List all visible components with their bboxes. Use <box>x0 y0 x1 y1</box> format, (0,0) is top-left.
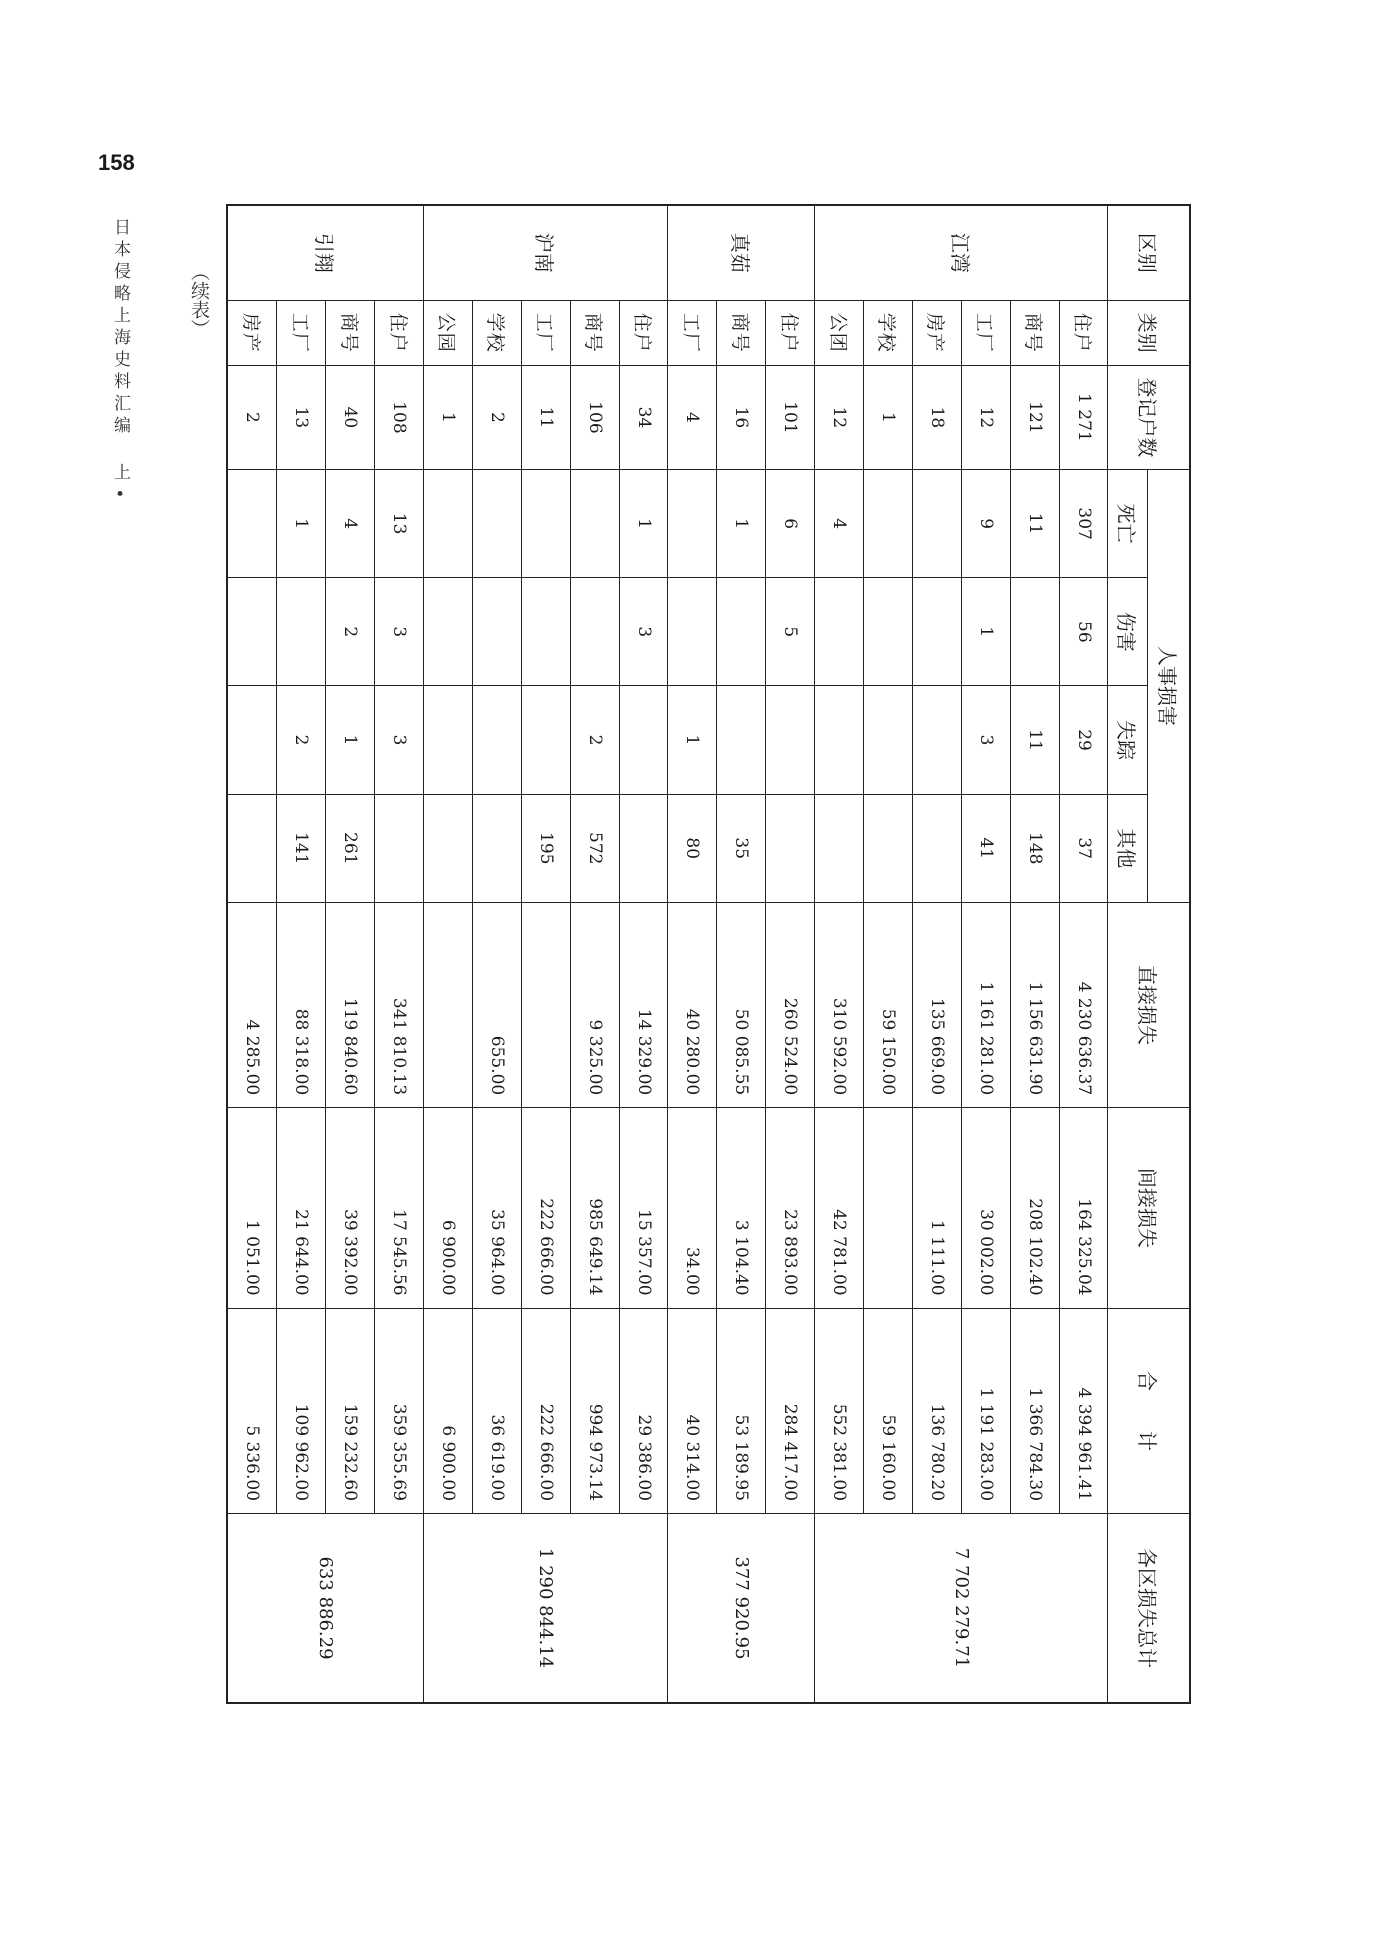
indirect-loss-cell: 222 666.00 <box>521 1108 570 1308</box>
injured-cell: 5 <box>766 578 815 686</box>
injured-cell: 56 <box>1059 578 1108 686</box>
direct-loss-cell: 14 329.00 <box>619 902 668 1107</box>
category-cell: 工厂 <box>668 300 717 365</box>
category-cell: 学校 <box>472 300 521 365</box>
other-cell <box>375 794 424 902</box>
missing-cell <box>619 686 668 794</box>
other-cell <box>424 794 473 902</box>
direct-loss-cell: 40 280.00 <box>668 902 717 1107</box>
injured-cell <box>570 578 619 686</box>
direct-loss-cell: 1 161 281.00 <box>961 902 1010 1107</box>
total-cell: 284 417.00 <box>766 1308 815 1513</box>
table-row <box>717 205 766 1703</box>
injured-cell: 1 <box>961 578 1010 686</box>
total-cell: 6 900.00 <box>424 1308 473 1513</box>
injured-cell <box>864 578 913 686</box>
district-grand-total-cell: 1 290 844.14 <box>424 1514 668 1703</box>
table-row <box>961 205 1010 1703</box>
other-cell <box>815 794 864 902</box>
other-cell: 195 <box>521 794 570 902</box>
other-cell: 141 <box>277 794 326 902</box>
loss-table <box>226 204 1191 1704</box>
category-cell: 学校 <box>864 300 913 365</box>
direct-loss-cell <box>521 902 570 1107</box>
missing-cell <box>912 686 961 794</box>
header-category: 类别 <box>1108 300 1190 365</box>
missing-cell: 1 <box>668 686 717 794</box>
deaths-cell <box>521 470 570 578</box>
category-cell: 住户 <box>1059 300 1108 365</box>
header-total: 合 计 <box>1108 1308 1190 1513</box>
table-row <box>472 205 521 1703</box>
header-households: 登记户数 <box>1108 365 1190 469</box>
table-row <box>1059 205 1108 1703</box>
direct-loss-cell <box>424 902 473 1107</box>
table-row <box>668 205 717 1703</box>
direct-loss-cell: 135 669.00 <box>912 902 961 1107</box>
table-row <box>619 205 668 1703</box>
indirect-loss-cell: 21 644.00 <box>277 1108 326 1308</box>
other-cell: 37 <box>1059 794 1108 902</box>
deaths-cell <box>668 470 717 578</box>
households-cell: 12 <box>815 365 864 469</box>
deaths-cell <box>227 470 277 578</box>
injured-cell <box>227 578 277 686</box>
indirect-loss-cell: 23 893.00 <box>766 1108 815 1308</box>
category-cell: 公团 <box>815 300 864 365</box>
header-direct-loss: 直接损失 <box>1108 902 1190 1107</box>
other-cell <box>619 794 668 902</box>
table-row <box>570 205 619 1703</box>
category-cell: 商号 <box>570 300 619 365</box>
indirect-loss-cell: 39 392.00 <box>326 1108 375 1308</box>
households-cell: 18 <box>912 365 961 469</box>
total-cell: 1 191 283.00 <box>961 1308 1010 1513</box>
direct-loss-cell: 1 156 631.90 <box>1010 902 1059 1107</box>
deaths-cell: 1 <box>619 470 668 578</box>
other-cell <box>864 794 913 902</box>
other-cell <box>912 794 961 902</box>
missing-cell: 11 <box>1010 686 1059 794</box>
injured-cell <box>668 578 717 686</box>
page-number: 158 <box>98 150 135 175</box>
category-cell: 住户 <box>375 300 424 365</box>
direct-loss-cell: 88 318.00 <box>277 902 326 1107</box>
category-cell: 工厂 <box>521 300 570 365</box>
households-cell: 121 <box>1010 365 1059 469</box>
deaths-cell <box>912 470 961 578</box>
indirect-loss-cell: 42 781.00 <box>815 1108 864 1308</box>
indirect-loss-cell: 1 111.00 <box>912 1108 961 1308</box>
deaths-cell <box>570 470 619 578</box>
indirect-loss-cell: 17 545.56 <box>375 1108 424 1308</box>
injured-cell <box>717 578 766 686</box>
header-missing: 失踪 <box>1108 686 1148 794</box>
households-cell: 13 <box>277 365 326 469</box>
missing-cell <box>227 686 277 794</box>
deaths-cell <box>472 470 521 578</box>
other-cell: 35 <box>717 794 766 902</box>
missing-cell: 1 <box>326 686 375 794</box>
header-casualties: 人事损害 <box>1148 470 1190 903</box>
indirect-loss-cell <box>864 1108 913 1308</box>
deaths-cell <box>864 470 913 578</box>
deaths-cell: 13 <box>375 470 424 578</box>
injured-cell <box>521 578 570 686</box>
table-row <box>424 205 473 1703</box>
missing-cell: 2 <box>570 686 619 794</box>
injured-cell <box>424 578 473 686</box>
indirect-loss-cell: 34.00 <box>668 1108 717 1308</box>
table-body <box>227 205 1108 1703</box>
header-deaths: 死亡 <box>1108 470 1148 578</box>
direct-loss-cell: 341 810.13 <box>375 902 424 1107</box>
missing-cell <box>521 686 570 794</box>
total-cell: 359 355.69 <box>375 1308 424 1513</box>
missing-cell <box>472 686 521 794</box>
deaths-cell <box>424 470 473 578</box>
header-injured: 伤害 <box>1108 578 1148 686</box>
injured-cell: 2 <box>326 578 375 686</box>
direct-loss-cell: 119 840.60 <box>326 902 375 1107</box>
missing-cell: 29 <box>1059 686 1108 794</box>
table-row <box>815 205 864 1703</box>
header-district-total: 各区损失总计 <box>1108 1514 1190 1703</box>
table-row <box>766 205 815 1703</box>
households-cell: 1 271 <box>1059 365 1108 469</box>
category-cell: 住户 <box>766 300 815 365</box>
households-cell: 2 <box>472 365 521 469</box>
households-cell: 11 <box>521 365 570 469</box>
missing-cell <box>766 686 815 794</box>
deaths-cell: 4 <box>815 470 864 578</box>
deaths-cell: 1 <box>277 470 326 578</box>
other-cell: 148 <box>1010 794 1059 902</box>
table-row <box>864 205 913 1703</box>
category-cell: 房产 <box>227 300 277 365</box>
table-row <box>326 205 375 1703</box>
direct-loss-cell: 59 150.00 <box>864 902 913 1107</box>
injured-cell <box>912 578 961 686</box>
header-indirect-loss: 间接损失 <box>1108 1108 1190 1308</box>
injured-cell: 3 <box>375 578 424 686</box>
category-cell: 商号 <box>717 300 766 365</box>
total-cell: 59 160.00 <box>864 1308 913 1513</box>
missing-cell: 3 <box>375 686 424 794</box>
running-head: 日本侵略上海史料汇编 上• <box>110 218 130 510</box>
other-cell: 261 <box>326 794 375 902</box>
table-row <box>227 205 277 1703</box>
district-cell: 引翔 <box>227 205 424 300</box>
district-grand-total-cell: 377 920.95 <box>668 1514 815 1703</box>
category-cell: 住户 <box>619 300 668 365</box>
other-cell <box>472 794 521 902</box>
indirect-loss-cell: 1 051.00 <box>227 1108 277 1308</box>
direct-loss-cell: 50 085.55 <box>717 902 766 1107</box>
total-cell: 994 973.14 <box>570 1308 619 1513</box>
total-cell: 159 232.60 <box>326 1308 375 1513</box>
district-cell: 真茹 <box>668 205 815 300</box>
indirect-loss-cell: 6 900.00 <box>424 1108 473 1308</box>
other-cell: 572 <box>570 794 619 902</box>
table-row <box>375 205 424 1703</box>
households-cell: 1 <box>424 365 473 469</box>
households-cell: 16 <box>717 365 766 469</box>
households-cell: 106 <box>570 365 619 469</box>
deaths-cell: 9 <box>961 470 1010 578</box>
deaths-cell: 1 <box>717 470 766 578</box>
category-cell: 工厂 <box>961 300 1010 365</box>
injured-cell <box>1010 578 1059 686</box>
deaths-cell: 11 <box>1010 470 1059 578</box>
missing-cell <box>864 686 913 794</box>
injured-cell <box>277 578 326 686</box>
total-cell: 552 381.00 <box>815 1308 864 1513</box>
category-cell: 工厂 <box>277 300 326 365</box>
table-row <box>277 205 326 1703</box>
loss-table-container <box>226 204 1191 1704</box>
table-row <box>521 205 570 1703</box>
households-cell: 40 <box>326 365 375 469</box>
table-header <box>1108 205 1190 1703</box>
district-grand-total-cell: 633 886.29 <box>227 1514 424 1703</box>
direct-loss-cell: 9 325.00 <box>570 902 619 1107</box>
district-cell: 沪南 <box>424 205 668 300</box>
total-cell: 40 314.00 <box>668 1308 717 1513</box>
households-cell: 2 <box>227 365 277 469</box>
injured-cell <box>815 578 864 686</box>
total-cell: 222 666.00 <box>521 1308 570 1513</box>
direct-loss-cell: 4 285.00 <box>227 902 277 1107</box>
district-grand-total-cell: 7 702 279.71 <box>815 1514 1108 1703</box>
district-cell: 江湾 <box>815 205 1108 300</box>
other-cell: 41 <box>961 794 1010 902</box>
total-cell: 109 962.00 <box>277 1308 326 1513</box>
households-cell: 101 <box>766 365 815 469</box>
total-cell: 4 394 961.41 <box>1059 1308 1108 1513</box>
injured-cell <box>472 578 521 686</box>
total-cell: 1 366 784.30 <box>1010 1308 1059 1513</box>
category-cell: 商号 <box>1010 300 1059 365</box>
indirect-loss-cell: 3 104.40 <box>717 1108 766 1308</box>
category-cell: 商号 <box>326 300 375 365</box>
direct-loss-cell: 4 230 636.37 <box>1059 902 1108 1107</box>
indirect-loss-cell: 164 325.04 <box>1059 1108 1108 1308</box>
other-cell <box>766 794 815 902</box>
header-district: 区别 <box>1108 205 1190 300</box>
indirect-loss-cell: 35 964.00 <box>472 1108 521 1308</box>
deaths-cell: 4 <box>326 470 375 578</box>
header-other: 其他 <box>1108 794 1148 902</box>
missing-cell <box>717 686 766 794</box>
total-cell: 136 780.20 <box>912 1308 961 1513</box>
direct-loss-cell: 655.00 <box>472 902 521 1107</box>
indirect-loss-cell: 208 102.40 <box>1010 1108 1059 1308</box>
total-cell: 53 189.95 <box>717 1308 766 1513</box>
indirect-loss-cell: 30 002.00 <box>961 1108 1010 1308</box>
missing-cell: 2 <box>277 686 326 794</box>
households-cell: 1 <box>864 365 913 469</box>
households-cell: 34 <box>619 365 668 469</box>
indirect-loss-cell: 15 357.00 <box>619 1108 668 1308</box>
deaths-cell: 307 <box>1059 470 1108 578</box>
total-cell: 36 619.00 <box>472 1308 521 1513</box>
other-cell <box>227 794 277 902</box>
households-cell: 4 <box>668 365 717 469</box>
table-row <box>1010 205 1059 1703</box>
direct-loss-cell: 310 592.00 <box>815 902 864 1107</box>
total-cell: 29 386.00 <box>619 1308 668 1513</box>
continued-label: （续表） <box>188 262 210 338</box>
total-cell: 5 336.00 <box>227 1308 277 1513</box>
missing-cell <box>815 686 864 794</box>
injured-cell: 3 <box>619 578 668 686</box>
missing-cell <box>424 686 473 794</box>
table-row <box>912 205 961 1703</box>
households-cell: 108 <box>375 365 424 469</box>
households-cell: 12 <box>961 365 1010 469</box>
direct-loss-cell: 260 524.00 <box>766 902 815 1107</box>
deaths-cell: 6 <box>766 470 815 578</box>
other-cell: 80 <box>668 794 717 902</box>
category-cell: 公园 <box>424 300 473 365</box>
indirect-loss-cell: 985 649.14 <box>570 1108 619 1308</box>
missing-cell: 3 <box>961 686 1010 794</box>
category-cell: 房产 <box>912 300 961 365</box>
